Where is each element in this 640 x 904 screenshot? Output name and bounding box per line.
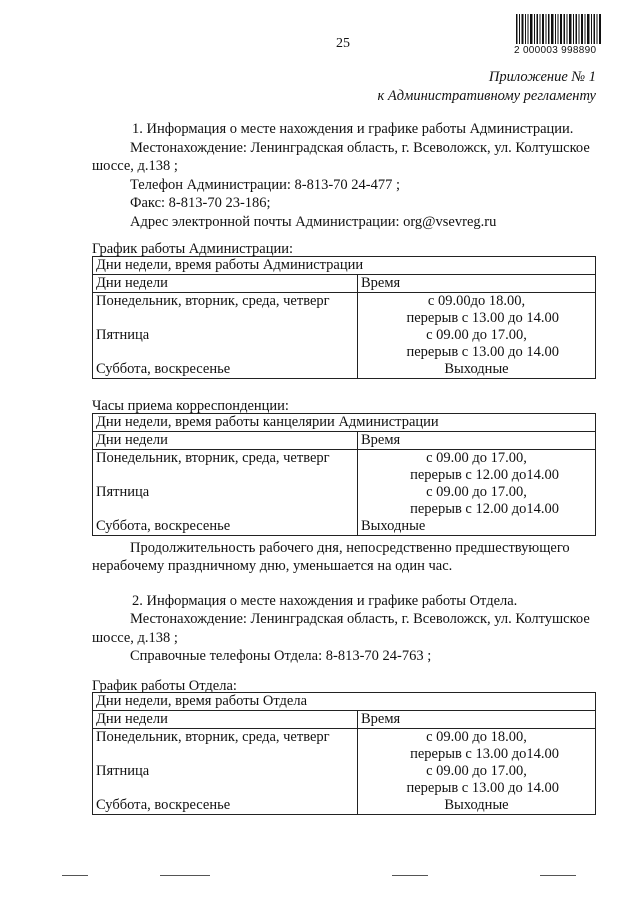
time-cell: с 09.00 до 17.00, xyxy=(358,450,596,468)
table-header: Дни недели, время работы Отдела xyxy=(93,693,596,711)
table-row xyxy=(93,450,596,468)
break-cell: перерыв с 13.00 до 14.00 xyxy=(358,780,596,797)
table-column-header-row xyxy=(93,275,596,293)
days-cell: Суббота, воскресенье xyxy=(93,361,358,379)
section1-location-line2: шоссе, д.138 ; xyxy=(92,158,178,174)
section1-fax: Факс: 8-813-70 23-186; xyxy=(130,195,271,211)
break-cell: перерыв с 13.00 до 14.00 xyxy=(358,344,596,361)
table-row xyxy=(93,361,596,379)
section2-phones: Справочные телефоны Отдела: 8-813-70 24-763 ; xyxy=(130,648,432,664)
days-cell: Суббота, воскресенье xyxy=(93,797,358,815)
days-cell: Пятница xyxy=(93,484,358,501)
days-cell: Пятница xyxy=(93,763,358,780)
correspondence-schedule-table xyxy=(92,413,596,536)
days-cell: Понедельник, вторник, среда, четверг xyxy=(93,293,358,311)
time-cell: Выходные xyxy=(358,518,596,536)
admin-schedule-table xyxy=(92,256,596,379)
appendix-subtitle: к Административному регламенту xyxy=(377,88,596,104)
scan-mark xyxy=(62,875,88,876)
time-cell: с 09.00 до 18.00, xyxy=(358,729,596,747)
table-row xyxy=(93,467,596,484)
table-row xyxy=(93,797,596,815)
column-header-time: Время xyxy=(358,275,596,293)
note-line1: Продолжительность рабочего дня, непосредственно предшествующего xyxy=(130,540,570,556)
break-cell: перерыв с 12.00 до14.00 xyxy=(358,501,596,518)
table-header-row xyxy=(93,414,596,432)
table-column-header-row xyxy=(93,711,596,729)
break-cell: перерыв с 12.00 до14.00 xyxy=(358,467,596,484)
time-cell: с 09.00 до 17.00, xyxy=(358,484,596,501)
note-line2: нерабочему праздничному дню, уменьшается на один час. xyxy=(92,558,453,574)
time-cell: Выходные xyxy=(358,361,596,379)
section2-title: 2. Информация о месте нахождения и графике работы Отдела. xyxy=(132,593,518,609)
table-row xyxy=(93,484,596,501)
section1-phone: Телефон Администрации: 8-813-70 24-477 ; xyxy=(130,177,401,193)
section1-title: 1. Информация о месте нахождения и графике работы Администрации. xyxy=(132,121,574,137)
table-row xyxy=(93,327,596,344)
scan-mark xyxy=(392,875,428,876)
break-cell: перерыв с 13.00 до 14.00 xyxy=(358,310,596,327)
time-cell: с 09.00 до 17.00, xyxy=(358,763,596,780)
section1-location-line1: Местонахождение: Ленинградская область, г. Всеволожск, ул. Колтушское xyxy=(130,140,590,156)
break-cell: перерыв с 13.00 до14.00 xyxy=(358,746,596,763)
table1-caption: График работы Администрации: xyxy=(92,241,294,257)
table-row xyxy=(93,310,596,327)
days-cell: Пятница xyxy=(93,327,358,344)
barcode-number: 2 000003 998890 xyxy=(514,45,597,56)
section1-email: Адрес электронной почты Администрации: org@vsevreg.ru xyxy=(130,214,497,230)
barcode xyxy=(516,14,602,44)
time-cell: Выходные xyxy=(358,797,596,815)
scan-mark xyxy=(160,875,210,876)
column-header-days: Дни недели xyxy=(93,432,358,450)
days-cell: Понедельник, вторник, среда, четверг xyxy=(93,450,358,468)
days-cell: Суббота, воскресенье xyxy=(93,518,358,536)
time-cell: с 09.00до 18.00, xyxy=(358,293,596,311)
table-row xyxy=(93,746,596,763)
page-number: 25 xyxy=(336,36,350,51)
table-row xyxy=(93,729,596,747)
table-row xyxy=(93,344,596,361)
table-header: Дни недели, время работы Администрации xyxy=(93,257,596,275)
column-header-time: Время xyxy=(358,711,596,729)
table-row xyxy=(93,293,596,311)
section2-location-line1: Местонахождение: Ленинградская область, г. Всеволожск, ул. Колтушское xyxy=(130,611,590,627)
column-header-days: Дни недели xyxy=(93,275,358,293)
table-row xyxy=(93,501,596,518)
scan-mark xyxy=(540,875,576,876)
appendix-title: Приложение № 1 xyxy=(488,69,596,85)
table-column-header-row xyxy=(93,432,596,450)
column-header-time: Время xyxy=(358,432,596,450)
table-row xyxy=(93,763,596,780)
time-cell: с 09.00 до 17.00, xyxy=(358,327,596,344)
department-schedule-table xyxy=(92,692,596,815)
table3-caption: График работы Отдела: xyxy=(92,678,237,694)
table2-caption: Часы приема корреспонденции: xyxy=(92,398,289,414)
column-header-days: Дни недели xyxy=(93,711,358,729)
table-header-row xyxy=(93,257,596,275)
table-row xyxy=(93,518,596,536)
days-cell: Понедельник, вторник, среда, четверг xyxy=(93,729,358,747)
table-header-row xyxy=(93,693,596,711)
table-row xyxy=(93,780,596,797)
section2-location-line2: шоссе, д.138 ; xyxy=(92,630,178,646)
table-header: Дни недели, время работы канцелярии Администрации xyxy=(93,414,596,432)
